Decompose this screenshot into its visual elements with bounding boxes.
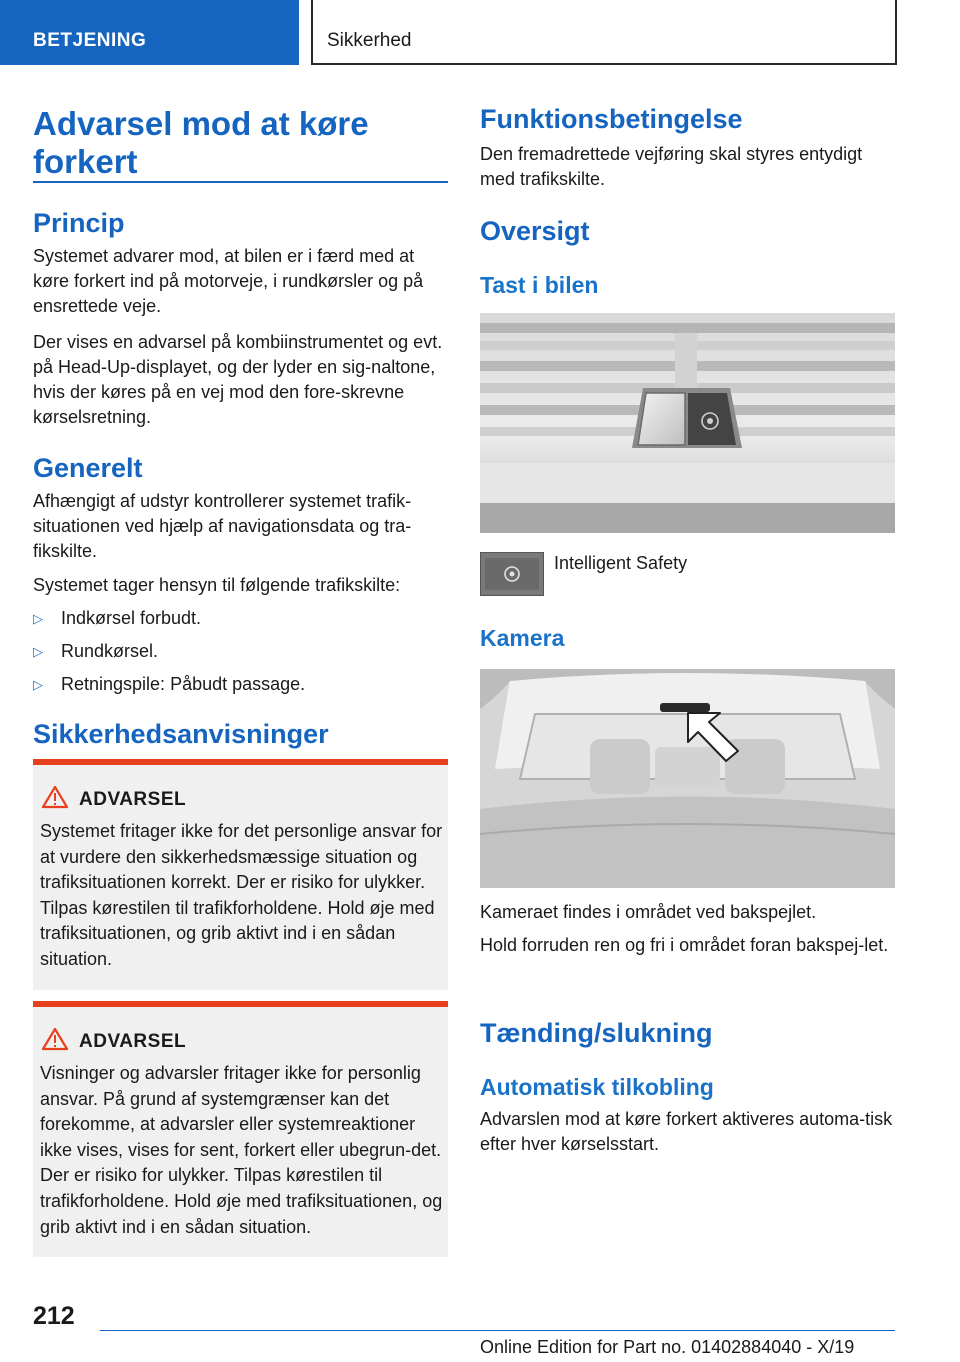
generelt-heading: Generelt bbox=[33, 453, 143, 483]
camera-paragraph-1: Kameraet findes i området ved bakspejlet. bbox=[480, 902, 817, 922]
on-off-heading: Tænding/slukning bbox=[480, 1018, 713, 1048]
overview-heading: Oversigt bbox=[480, 216, 590, 246]
section-title: Sikkerhed bbox=[327, 30, 412, 51]
princip-heading: Princip bbox=[33, 208, 125, 238]
princip-paragraph-1: Systemet advarer mod, at bilen er i færd med at køre forkert ind på motorveje, i rundkørsler og på ensrettede veje. bbox=[33, 246, 424, 316]
warning-text: Visninger og advarsler fritager ikke for personlig ansvar. På grund af systemgrænser kan det forekomme, at advarsler eller systemreaktioner ikke vises, vises for sent, forkert eller ubegrun-det. Der er risiko for ulykker. Tilpas kørestilen til trafikforholdene. Hold øje med trafiksituationen, og grib aktivt ind i en sådan situation. bbox=[40, 1063, 443, 1237]
dashboard-button-image bbox=[480, 313, 895, 533]
generelt-paragraph-2: Systemet tager hensyn til følgende trafikskilte: bbox=[33, 575, 401, 595]
title-rule bbox=[33, 181, 448, 183]
princip-paragraph-2: Der vises en advarsel på kombiinstrumentet og evt. på Head-Up-displayet, og der lyder en sig-naltone, hvis der køres på en vej mod den fore-skrevne kørselsretning. bbox=[33, 332, 443, 427]
page-number: 212 bbox=[33, 1302, 75, 1330]
camera-location-image bbox=[480, 669, 895, 888]
function-condition-heading: Funktionsbetingelse bbox=[480, 104, 743, 134]
section-tab bbox=[311, 0, 897, 65]
bullet-triangle-icon: ▷ bbox=[33, 677, 43, 692]
function-condition-paragraph: Den fremadrettede vejføring skal styres entydigt med trafikskilte. bbox=[480, 144, 863, 189]
edition-note: Online Edition for Part no. 01402884040 - X/19 bbox=[480, 1337, 855, 1357]
camera-heading: Kamera bbox=[480, 625, 565, 651]
warning-box bbox=[33, 759, 448, 990]
warning-box bbox=[33, 1001, 448, 1257]
button-label: Intelligent Safety bbox=[554, 553, 688, 573]
bullet-triangle-icon: ▷ bbox=[33, 611, 43, 626]
intelligent-safety-button-thumbnail bbox=[480, 552, 544, 596]
warning-triangle-icon bbox=[41, 1027, 69, 1056]
safety-heading: Sikkerhedsanvisninger bbox=[33, 719, 329, 749]
camera-paragraph-2: Hold forruden ren og fri i området foran bakspej-let. bbox=[480, 935, 889, 955]
button-in-car-heading: Tast i bilen bbox=[480, 272, 599, 298]
automatic-activation-paragraph: Advarslen mod at køre forkert aktiveres automa-tisk efter hver kørselsstart. bbox=[480, 1109, 893, 1154]
warning-title: ADVARSEL bbox=[79, 1031, 187, 1052]
generelt-paragraph-1: Afhængigt af udstyr kontrollerer systemet trafik-situationen ved hjælp af navigationsdata og tra-fikskilte. bbox=[33, 491, 412, 561]
page-title: Advarsel mod at køre forkert bbox=[33, 105, 369, 180]
bullet-triangle-icon: ▷ bbox=[33, 644, 43, 659]
chapter-tab bbox=[0, 0, 299, 65]
chapter-title: BETJENING bbox=[33, 30, 147, 51]
warning-triangle-icon bbox=[41, 785, 69, 814]
warning-title: ADVARSEL bbox=[79, 789, 187, 810]
automatic-activation-heading: Automatisk tilkobling bbox=[480, 1074, 714, 1100]
warning-text: Systemet fritager ikke for det personlige ansvar for at vurdere den sikkerhedsmæssige situation og trafiksituationen korrekt. Der er risiko for ulykker. Tilpas kørestilen til trafikforholdene. Hold øje med trafiksituationen, og grib aktivt ind i en sådan situation. bbox=[40, 821, 443, 969]
footer-rule bbox=[100, 1330, 895, 1331]
